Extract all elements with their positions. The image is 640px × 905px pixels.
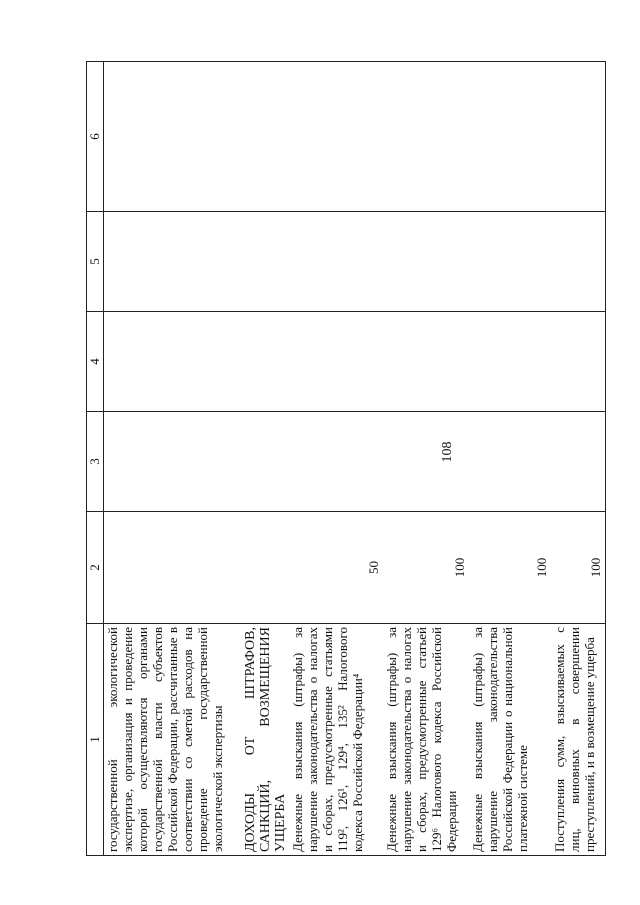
empty-cell [242,312,289,412]
empty-cell [289,212,383,312]
empty-cell [242,62,289,212]
row-description: Поступления сумм, взыскиваемых с лиц, виновных в совершении преступлений, и в возмещение ущерба [551,624,606,856]
row-value: 100 [469,512,551,624]
column-header-2: 2 [87,512,104,624]
empty-cell [383,62,469,212]
empty-cell [383,212,469,312]
empty-cell [242,412,289,512]
rotated-table-container [86,62,603,856]
table-header-row [87,62,104,856]
empty-cell [289,312,383,412]
table-row [289,62,383,856]
budget-table [86,61,606,856]
row-value: 100 [383,512,469,624]
table-row [551,62,606,856]
section-title-cell: ДОХОДЫ ОТ ШТРАФОВ, САНКЦИЙ, ВОЗМЕЩЕНИЯ УЩЕРБА [242,624,289,856]
table-row [469,62,551,856]
column-header-1: 1 [87,624,104,856]
empty-cell [104,412,243,512]
row-description: Денежные взыскания (штрафы) за нарушение законодательства о налогах и сборах, предусмотренные статьей 129⁶ Налогового кодекса Российской Федерации [383,624,469,856]
table-row [383,62,469,856]
row-description: Денежные взыскания (штрафы) за нарушение законодательства Российской Федерации о национальной платежной системе [469,624,551,856]
empty-cell [469,312,551,412]
column-header-6: 6 [87,62,104,212]
empty-cell [289,62,383,212]
row-value: 50 [289,512,383,624]
empty-cell [551,212,606,312]
page-number: 108 [440,441,455,463]
empty-cell [104,62,243,212]
empty-cell [551,62,606,212]
empty-cell [551,412,606,512]
empty-cell [104,312,243,412]
column-header-4: 4 [87,312,104,412]
empty-cell [242,212,289,312]
empty-cell [289,412,383,512]
column-header-5: 5 [87,212,104,312]
column-header-3: 3 [87,412,104,512]
row-value: 100 [551,512,606,624]
empty-cell [469,412,551,512]
empty-cell [383,312,469,412]
row-value [104,512,243,624]
table-row [104,62,243,856]
row-description: Денежные взыскания (штрафы) за нарушение законодательства о налогах и сборах, предусмотренные статьями 119², 126¹, 129⁴, 135² Налогового кодекса Российской Федерации⁴ [289,624,383,856]
row-value [242,512,289,624]
empty-cell [469,212,551,312]
empty-cell [469,62,551,212]
empty-cell [551,312,606,412]
section-row [242,62,289,856]
empty-cell [104,212,243,312]
row-description: государственной экологической экспертизе, организация и проведение которой осуществляются органами государственной власти субъектов Российской Федерации, рассчитанные в соответствии со сметой расходов на проведение государственной экологической экспертизы [104,624,243,856]
document-sheet [86,62,603,856]
empty-cell [383,412,469,512]
